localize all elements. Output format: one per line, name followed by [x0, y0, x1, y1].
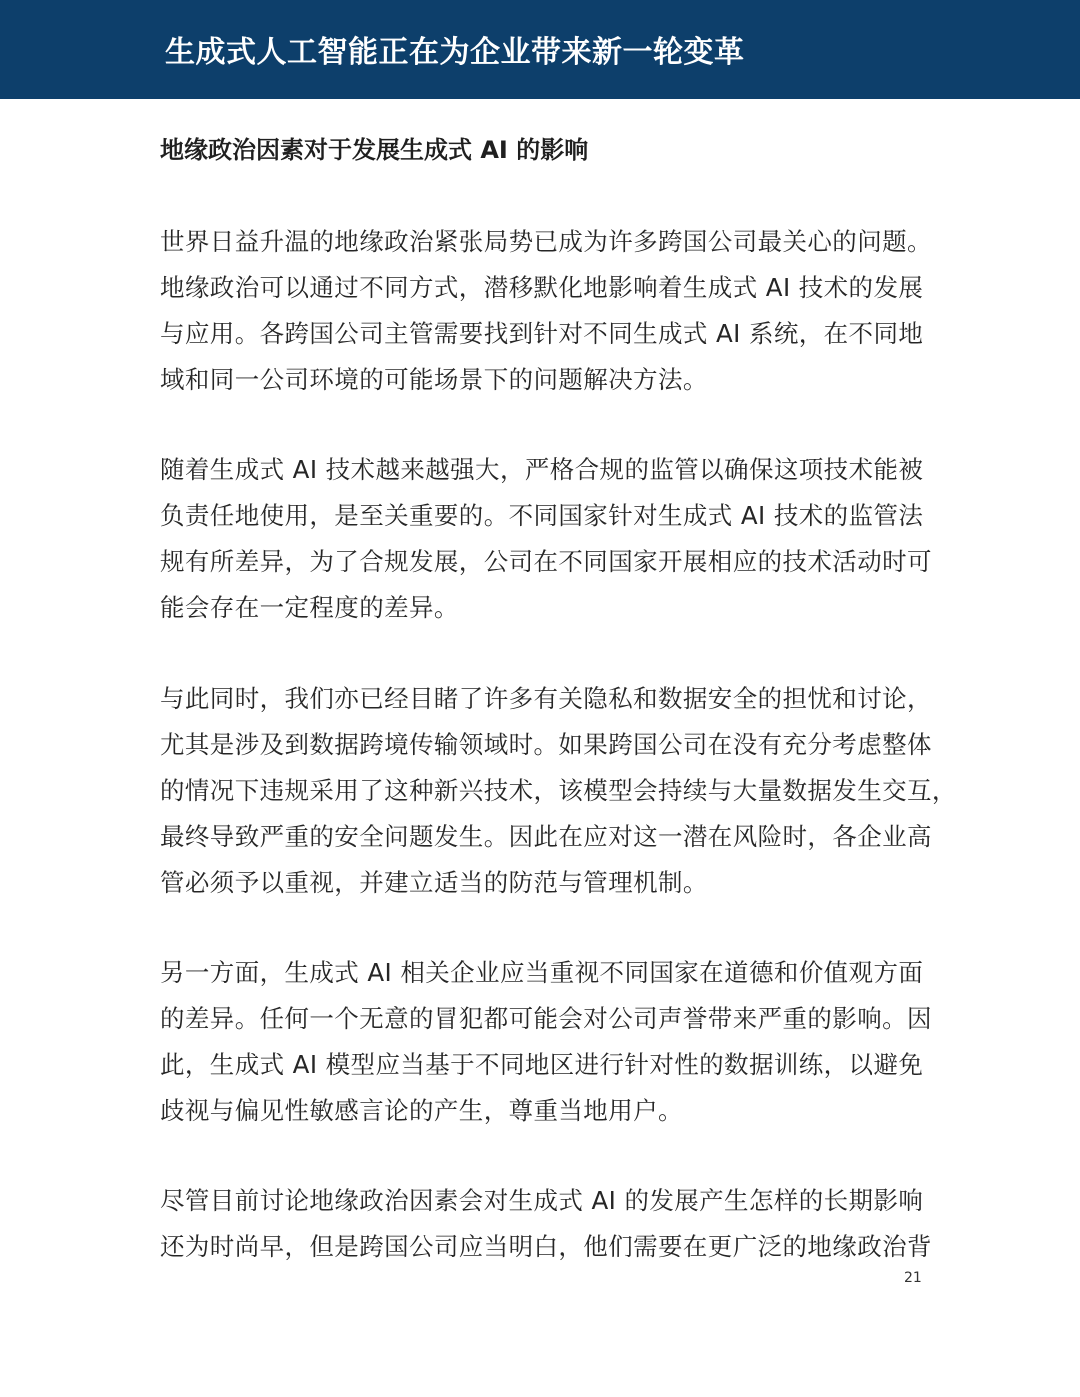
paragraph-line: 负责任地使用，是至关重要的。不同国家针对生成式 AI 技术的监管法	[160, 501, 924, 530]
page-number: 21	[904, 1270, 922, 1286]
paragraph-line: 最终导致严重的安全问题发生。因此在应对这一潜在风险时，各企业高	[160, 822, 932, 851]
paragraph-4	[160, 950, 935, 1134]
paragraph-line: 歧视与偏见性敏感言论的产生，尊重当地用户。	[160, 1096, 683, 1125]
paragraph-line: 地缘政治可以通过不同方式，潜移默化地影响着生成式 AI 技术的发展	[160, 273, 924, 302]
paragraph-line: 随着生成式 AI 技术越来越强大，严格合规的监管以确保这项技术能被	[160, 455, 924, 484]
paragraph-line: 与应用。各跨国公司主管需要找到针对不同生成式 AI 系统，在不同地	[160, 319, 924, 348]
paragraph-5	[160, 1178, 935, 1270]
header-bar	[0, 0, 1080, 99]
paragraph-line: 域和同一公司环境的可能场景下的问题解决方法。	[160, 365, 708, 394]
paragraph-1	[160, 219, 935, 403]
paragraph-line: 与此同时，我们亦已经目睹了许多有关隐私和数据安全的担忧和讨论，	[160, 684, 932, 713]
paragraph-line: 尽管目前讨论地缘政治因素会对生成式 AI 的发展产生怎样的长期影响	[160, 1186, 924, 1215]
document-header-title: 生成式人工智能正在为企业带来新一轮变革	[165, 35, 745, 70]
paragraph-2	[160, 447, 935, 631]
paragraph-line: 还为时尚早，但是跨国公司应当明白，他们需要在更广泛的地缘政治背	[160, 1232, 932, 1261]
paragraph-line: 的差异。任何一个无意的冒犯都可能会对公司声誉带来严重的影响。因	[160, 1004, 932, 1033]
paragraph-line: 另一方面，生成式 AI 相关企业应当重视不同国家在道德和价值观方面	[160, 958, 924, 987]
paragraph-line: 世界日益升温的地缘政治紧张局势已成为许多跨国公司最关心的问题。	[160, 227, 932, 256]
paragraph-line: 尤其是涉及到数据跨境传输领域时。如果跨国公司在没有充分考虑整体	[160, 730, 932, 759]
paragraph-line: 管必须予以重视，并建立适当的防范与管理机制。	[160, 868, 708, 897]
paragraph-3	[160, 676, 957, 906]
paragraph-line: 的情况下违规采用了这种新兴技术，该模型会持续与大量数据发生交互，	[160, 776, 957, 805]
section-heading: 地缘政治因素对于发展生成式 AI 的影响	[160, 136, 589, 164]
paragraph-line: 能会存在一定程度的差异。	[160, 593, 459, 622]
paragraph-line: 规有所差异，为了合规发展，公司在不同国家开展相应的技术活动时可	[160, 547, 932, 576]
paragraph-line: 此，生成式 AI 模型应当基于不同地区进行针对性的数据训练，以避免	[160, 1050, 924, 1079]
